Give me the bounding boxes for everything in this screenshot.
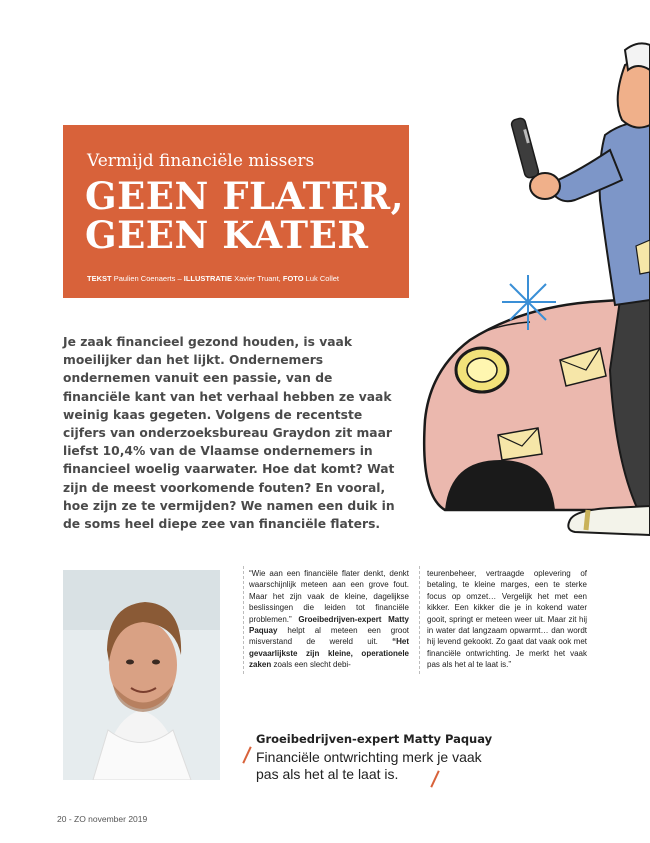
credits-tekst-label: TEKST xyxy=(87,274,112,283)
man-shirt xyxy=(600,122,650,305)
credits-foto: Luk Collet xyxy=(305,274,340,283)
body-text: “Wie aan een financiële flater denkt, denkt waarschijnlijk meteen aan een grove fout. Maar het zijn vaak de kleine, dagelijkse beslissingen die leiden tot financiële problemen.” xyxy=(249,569,409,624)
kicker: Vermijd financiële missers xyxy=(87,151,315,171)
man-hair xyxy=(625,43,650,70)
headline-line-1: GEEN FLATER, xyxy=(85,174,405,218)
businessman-car-illustration xyxy=(410,40,650,550)
portrait-photo xyxy=(63,570,220,780)
headline xyxy=(85,174,405,257)
page-footer: 20 - ZO november 2019 xyxy=(57,814,148,824)
body-text: helpt al meteen een groot misverstand de wereld uit. xyxy=(249,626,409,647)
quote-attribution: Groeibedrijven-expert Matty Paquay xyxy=(256,732,493,746)
body-text-bold: “Het gevaarlijkste zijn kleine, operationele zaken xyxy=(249,637,409,670)
credits-illu: Xavier Truant, xyxy=(234,274,281,283)
credits-tekst: Paulien Coenaerts xyxy=(113,274,176,283)
quote-open-mark xyxy=(242,746,251,763)
credits-foto-label: FOTO xyxy=(282,274,304,283)
body-column-1 xyxy=(249,568,409,671)
car-key-icon xyxy=(510,117,539,179)
credits-separator: – xyxy=(177,274,182,283)
expert-name-inline: Groeibedrijven-expert Matty Paquay xyxy=(249,614,409,636)
intro-paragraph: Je zaak financieel gezond houden, is vaak moeilijker dan het lijkt. Ondernemers ondernemen vanuit een passie, van de financiële kant van het verhaal hebben ze vaak weinig kaas gegeten. Volgens de recentste cijfers van onderzoeksbureau Graydon zit maar liefst 10,4% van de Vlaamse ondernemers in financieel woelig vaarwater. Hoe dat komt? Wat zijn de meest voorkomende fouten? En vooral, hoe zijn ze te vermijden? We namen een duik in de soms heel diepe zee van financiële flaters. xyxy=(63,335,395,532)
title-box xyxy=(63,125,409,298)
body-text: zoals een slecht debi- xyxy=(273,660,351,670)
body-column-2: teurenbeheer, vertraagde oplevering of betaling, te kleine marges, een te sterke focus op omzet… Vergelijk het met een kikker. Een kikker die je in kokend water gooit, springt er meteen weer uit. Maar zit hij in water dat langzaam opwarmt… dan wordt hij levend gekookt. Zo gaat dat vaak ook met financiële ontwrichting. Je merkt het vaak pas als het al te laat is.” xyxy=(427,569,587,670)
column-rule xyxy=(419,566,420,674)
credits xyxy=(87,274,339,283)
credits-illu-label: ILLUSTRATIE xyxy=(183,274,232,283)
pull-quote: Financiële ontwrichting merk je vaak pas als het al te laat is. xyxy=(256,749,482,782)
headline-line-2: GEEN KATER xyxy=(85,213,369,257)
column-rule xyxy=(243,566,244,674)
